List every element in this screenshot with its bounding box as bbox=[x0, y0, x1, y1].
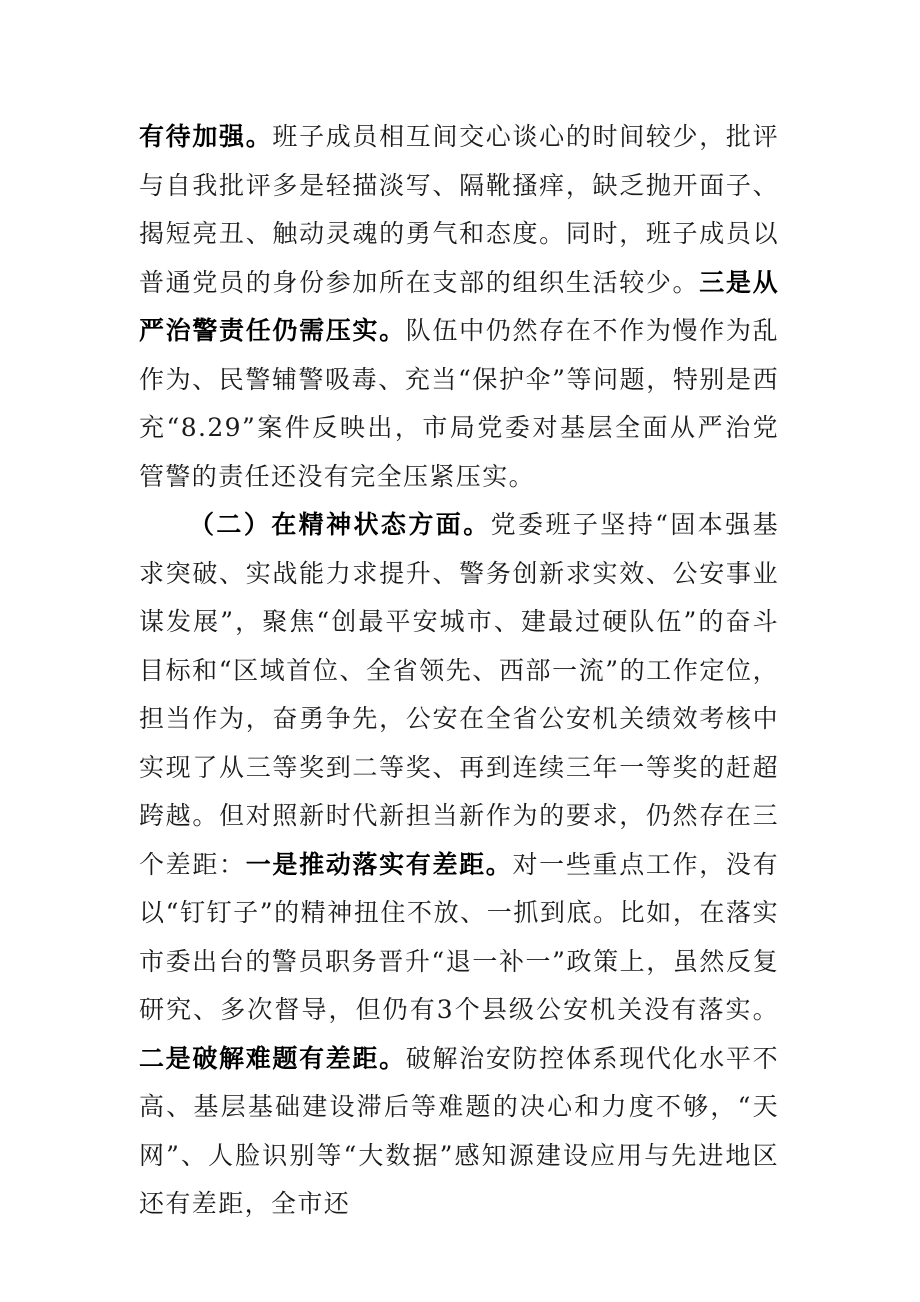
text-run: 破解治安防控体系现代化水平不高、基层基础建设滞后等难题的决心和力度不够，“天网”、人脸识别等“大数据”感知源建设应用与先进地区还有差距，全市还 bbox=[139, 1043, 779, 1218]
section-heading: （二）在精神状态方面。 bbox=[189, 510, 491, 539]
bold-run: 有待加强。 bbox=[139, 122, 273, 151]
text-run: 对一些重点工作，没有以“钉钉子”的精神扭住不放、一抓到底。比如，在落实市委出台的警员职务晋升“退一补一”政策上，虽然反复研究、多次督导，但仍有3个县级公安机关没有落实。 bbox=[139, 849, 779, 1024]
document-body bbox=[139, 113, 779, 1229]
text-run: 队伍中仍然存在不作为慢作为乱作为、民警辅警吸毒、充当“保护伞”等问题，特别是西充“8.29”案件反映出，市局党委对基层全面从严治党管警的责任还没有完全压紧压实。 bbox=[139, 316, 779, 491]
bold-run: 三是从严治警责任仍需压实。 bbox=[139, 267, 780, 345]
paragraph-2 bbox=[139, 501, 779, 1229]
text-run: 党委班子坚持“固本强基求突破、实战能力求提升、警务创新求实效、公安事业谋发展”，聚焦“创最平安城市、建最过硬队伍”的奋斗目标和“区域首位、全省领先、西部一流”的工作定位，担当作为，奋勇争先，公安在全省公安机关绩效考核中实现了从三等奖到二等奖、再到连续三年一等奖的赶超跨越。但对照新时代新担当新作为的要求，仍然存在三个差距： bbox=[139, 510, 780, 879]
bold-run: 二是破解难题有差距。 bbox=[139, 1043, 406, 1073]
text-run: 班子成员相互间交心谈心的时间较少，批评与自我批评多是轻描淡写、隔靴搔痒，缺乏抛开面子、揭短亮丑、触动灵魂的勇气和态度。同时，班子成员以普通党员的身份参加所在支部的组织生活较少。 bbox=[139, 122, 779, 297]
paragraph-1 bbox=[139, 113, 779, 501]
bold-run: 一是推动落实有差距。 bbox=[245, 849, 513, 879]
